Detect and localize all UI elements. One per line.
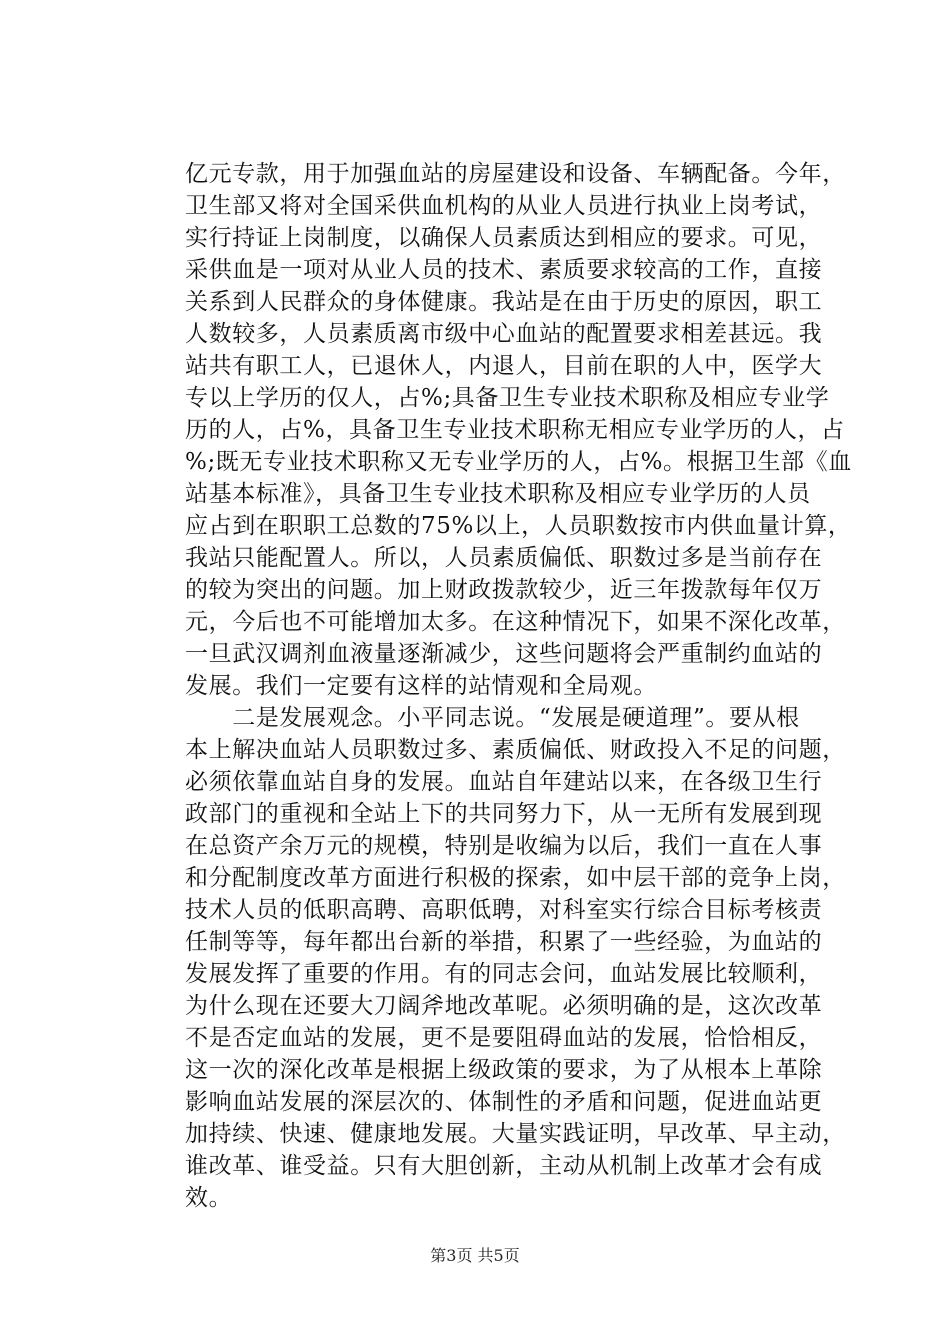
text-line: 政部门的重视和全站上下的共同努力下，从一无所有发展到现: [185, 801, 823, 827]
text-line: 实行持证上岗制度，以确保人员素质达到相应的要求。可见，: [185, 225, 823, 251]
text-line: 历的人，占%，具备卫生专业技术职称无相应专业学历的人，占: [185, 417, 845, 443]
text-line: 加持续、快速、健康地发展。大量实践证明，早改革、早主动，: [185, 1121, 846, 1147]
text-line: 为什么现在还要大刀阔斧地改革呢。必须明确的是，这次改革: [185, 993, 823, 1019]
text-line: 在总资产余万元的规模，特别是收编为以后，我们一直在人事: [185, 833, 823, 859]
text-line: 一旦武汉调剂血液量逐渐减少，这些问题将会严重制约血站的: [185, 641, 823, 667]
text-line: 专以上学历的仅人，占%;具备卫生专业技术职称及相应专业学: [185, 385, 830, 411]
text-line: 谁改革、谁受益。只有大胆创新，主动从机制上改革才会有成: [185, 1153, 823, 1179]
text-line: %;既无专业技术职称又无专业学历的人，占%。根据卫生部《血: [185, 449, 852, 475]
text-line: 卫生部又将对全国采供血机构的从业人员进行执业上岗考试，: [185, 193, 823, 219]
text-line: 二是发展观念。小平同志说。“发展是硬道理”。要从根: [185, 705, 800, 731]
text-line: 的较为突出的问题。加上财政拨款较少，近三年拨款每年仅万: [185, 577, 823, 603]
text-line: 这一次的深化改革是根据上级政策的要求，为了从根本上革除: [185, 1057, 823, 1083]
body-text: [185, 158, 852, 1214]
text-line: 技术人员的低职高聘、高职低聘，对科室实行综合目标考核责: [185, 897, 823, 923]
text-line: 发展。我们一定要有这样的站情观和全局观。: [185, 673, 657, 699]
text-line: 效。: [185, 1185, 233, 1211]
text-line: 不是否定血站的发展，更不是要阻碍血站的发展，恰恰相反，: [185, 1025, 823, 1051]
text-line: 必须依靠血站自身的发展。血站自年建站以来，在各级卫生行: [185, 769, 823, 795]
text-line: 关系到人民群众的身体健康。我站是在由于历史的原因，职工: [185, 289, 823, 315]
text-line: 元，今后也不可能增加太多。在这种情况下，如果不深化改革，: [185, 609, 846, 635]
text-line: 我站只能配置人。所以，人员素质偏低、职数过多是当前存在: [185, 545, 823, 571]
text-line: 发展发挥了重要的作用。有的同志会问，血站发展比较顺利，: [185, 961, 823, 987]
page-number-footer: 第3页 共5页: [430, 1246, 520, 1265]
text-line: 应占到在职职工总数的75%以上，人员职数按市内供血量计算，: [185, 513, 852, 539]
text-line: 任制等等，每年都出台新的举措，积累了一些经验，为血站的: [185, 929, 823, 955]
text-line: 采供血是一项对从业人员的技术、素质要求较高的工作，直接: [185, 257, 823, 283]
text-line: 本上解决血站人员职数过多、素质偏低、财政投入不足的问题，: [185, 737, 846, 763]
text-line: 人数较多，人员素质离市级中心血站的配置要求相差甚远。我: [185, 321, 823, 347]
text-line: 和分配制度改革方面进行积极的探索，如中层干部的竞争上岗，: [185, 865, 846, 891]
text-line: 站基本标准》，具备卫生专业技术职称及相应专业学历的人员: [185, 481, 811, 507]
text-line: 影响血站发展的深层次的、体制性的矛盾和问题，促进血站更: [185, 1089, 823, 1115]
text-line: 站共有职工人，已退休人，内退人，目前在职的人中，医学大: [185, 353, 823, 379]
text-line: 亿元专款，用于加强血站的房屋建设和设备、车辆配备。今年，: [185, 161, 846, 187]
